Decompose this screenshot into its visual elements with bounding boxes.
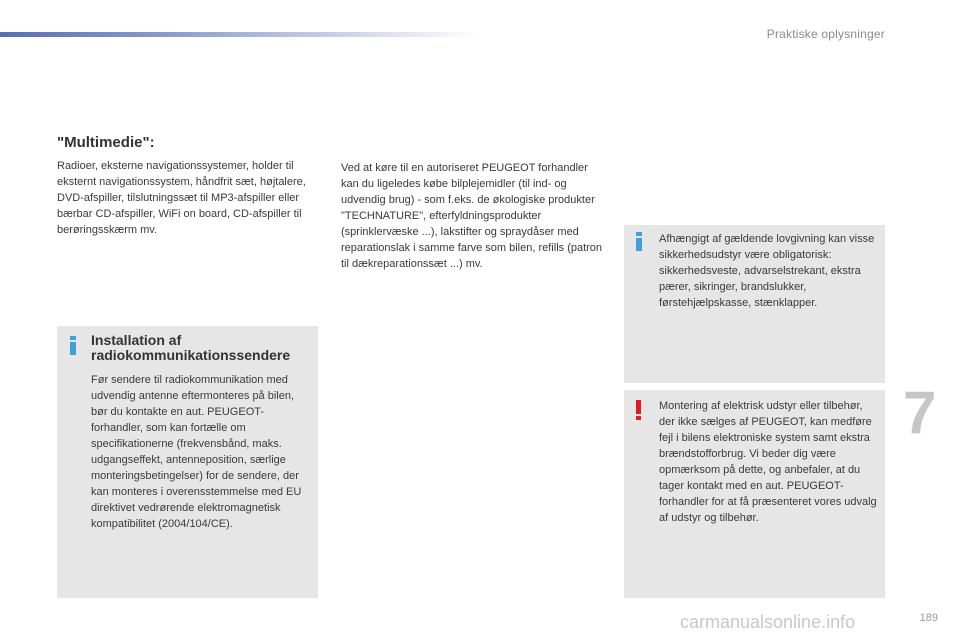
multimedia-paragraph: Radioer, eksterne navigationssystemer, holder til eksternt navigationssystem, håndfrit sæt, højtalere, DVD-afspiller, tilslutningssæt til MP3-afspiller eller bærbar CD-afspiller, WiFi on board, CD-afspiller til berøringsskærm mv.	[57, 160, 306, 236]
info-icon	[636, 232, 644, 251]
warning-paragraph: Montering af elektrisk udstyr eller tilbehør, der ikke sælges af PEUGEOT, kan medføre fejl i bilens elektroniske system samt ekstra brændstofforbrug. Vi beder dig være opmærksom på dette, og anbefaler, at du tager kontakt med en aut. PEUGEOT-forhandler for at få præsenteret vores udvalg af udstyr og tilbehør.	[659, 400, 877, 524]
warning-icon	[636, 400, 644, 420]
chapter-number: 7	[903, 379, 937, 446]
dealer-paragraph: Ved at køre til en autoriseret PEUGEOT forhandler kan du ligeledes købe bilplejemidler (til ind- og udvendig brug) - som f.eks. de økologiske produkter "TECHNATURE", efterfyldningsprodukter (sprinklervæske ...), lakstifter og spraydåser med reparationslak i samme farve som bilen, refills (patron til dækreparationssæt ...) mv.	[341, 162, 603, 270]
multimedia-heading: "Multimedie":	[57, 134, 155, 151]
info-icon	[70, 336, 78, 355]
page-number: 189	[919, 612, 938, 624]
watermark: carmanualsonline.info	[680, 612, 856, 632]
page-header-title: Praktiske oplysninger	[766, 27, 885, 41]
header-accent-bar	[0, 32, 480, 37]
installation-paragraph: Før sendere til radiokommunikation med udvendig antenne eftermonteres på bilen, bør du kontakte en aut. PEUGEOT-forhandler, som kan fortælle om specifikationerne (frekvensbånd, maks. udgangseffekt, antenneposition, særlige monteringsbetingelser) for de sendere, der kan monteres i overensstemmelse med EU direktivet vedrørende elektromagnetisk kompatibilitet (2004/104/CE).	[91, 374, 302, 530]
info-paragraph: Afhængigt af gældende lovgivning kan visse sikkerhedsudstyr være obligatorisk: sikkerhedsveste, advarselstrekant, ekstra pærer, sikringer, brandslukker, førstehjælpskasse, stænklapper.	[659, 233, 875, 309]
installation-heading: Installation af radiokommunikationssendere	[91, 332, 291, 363]
